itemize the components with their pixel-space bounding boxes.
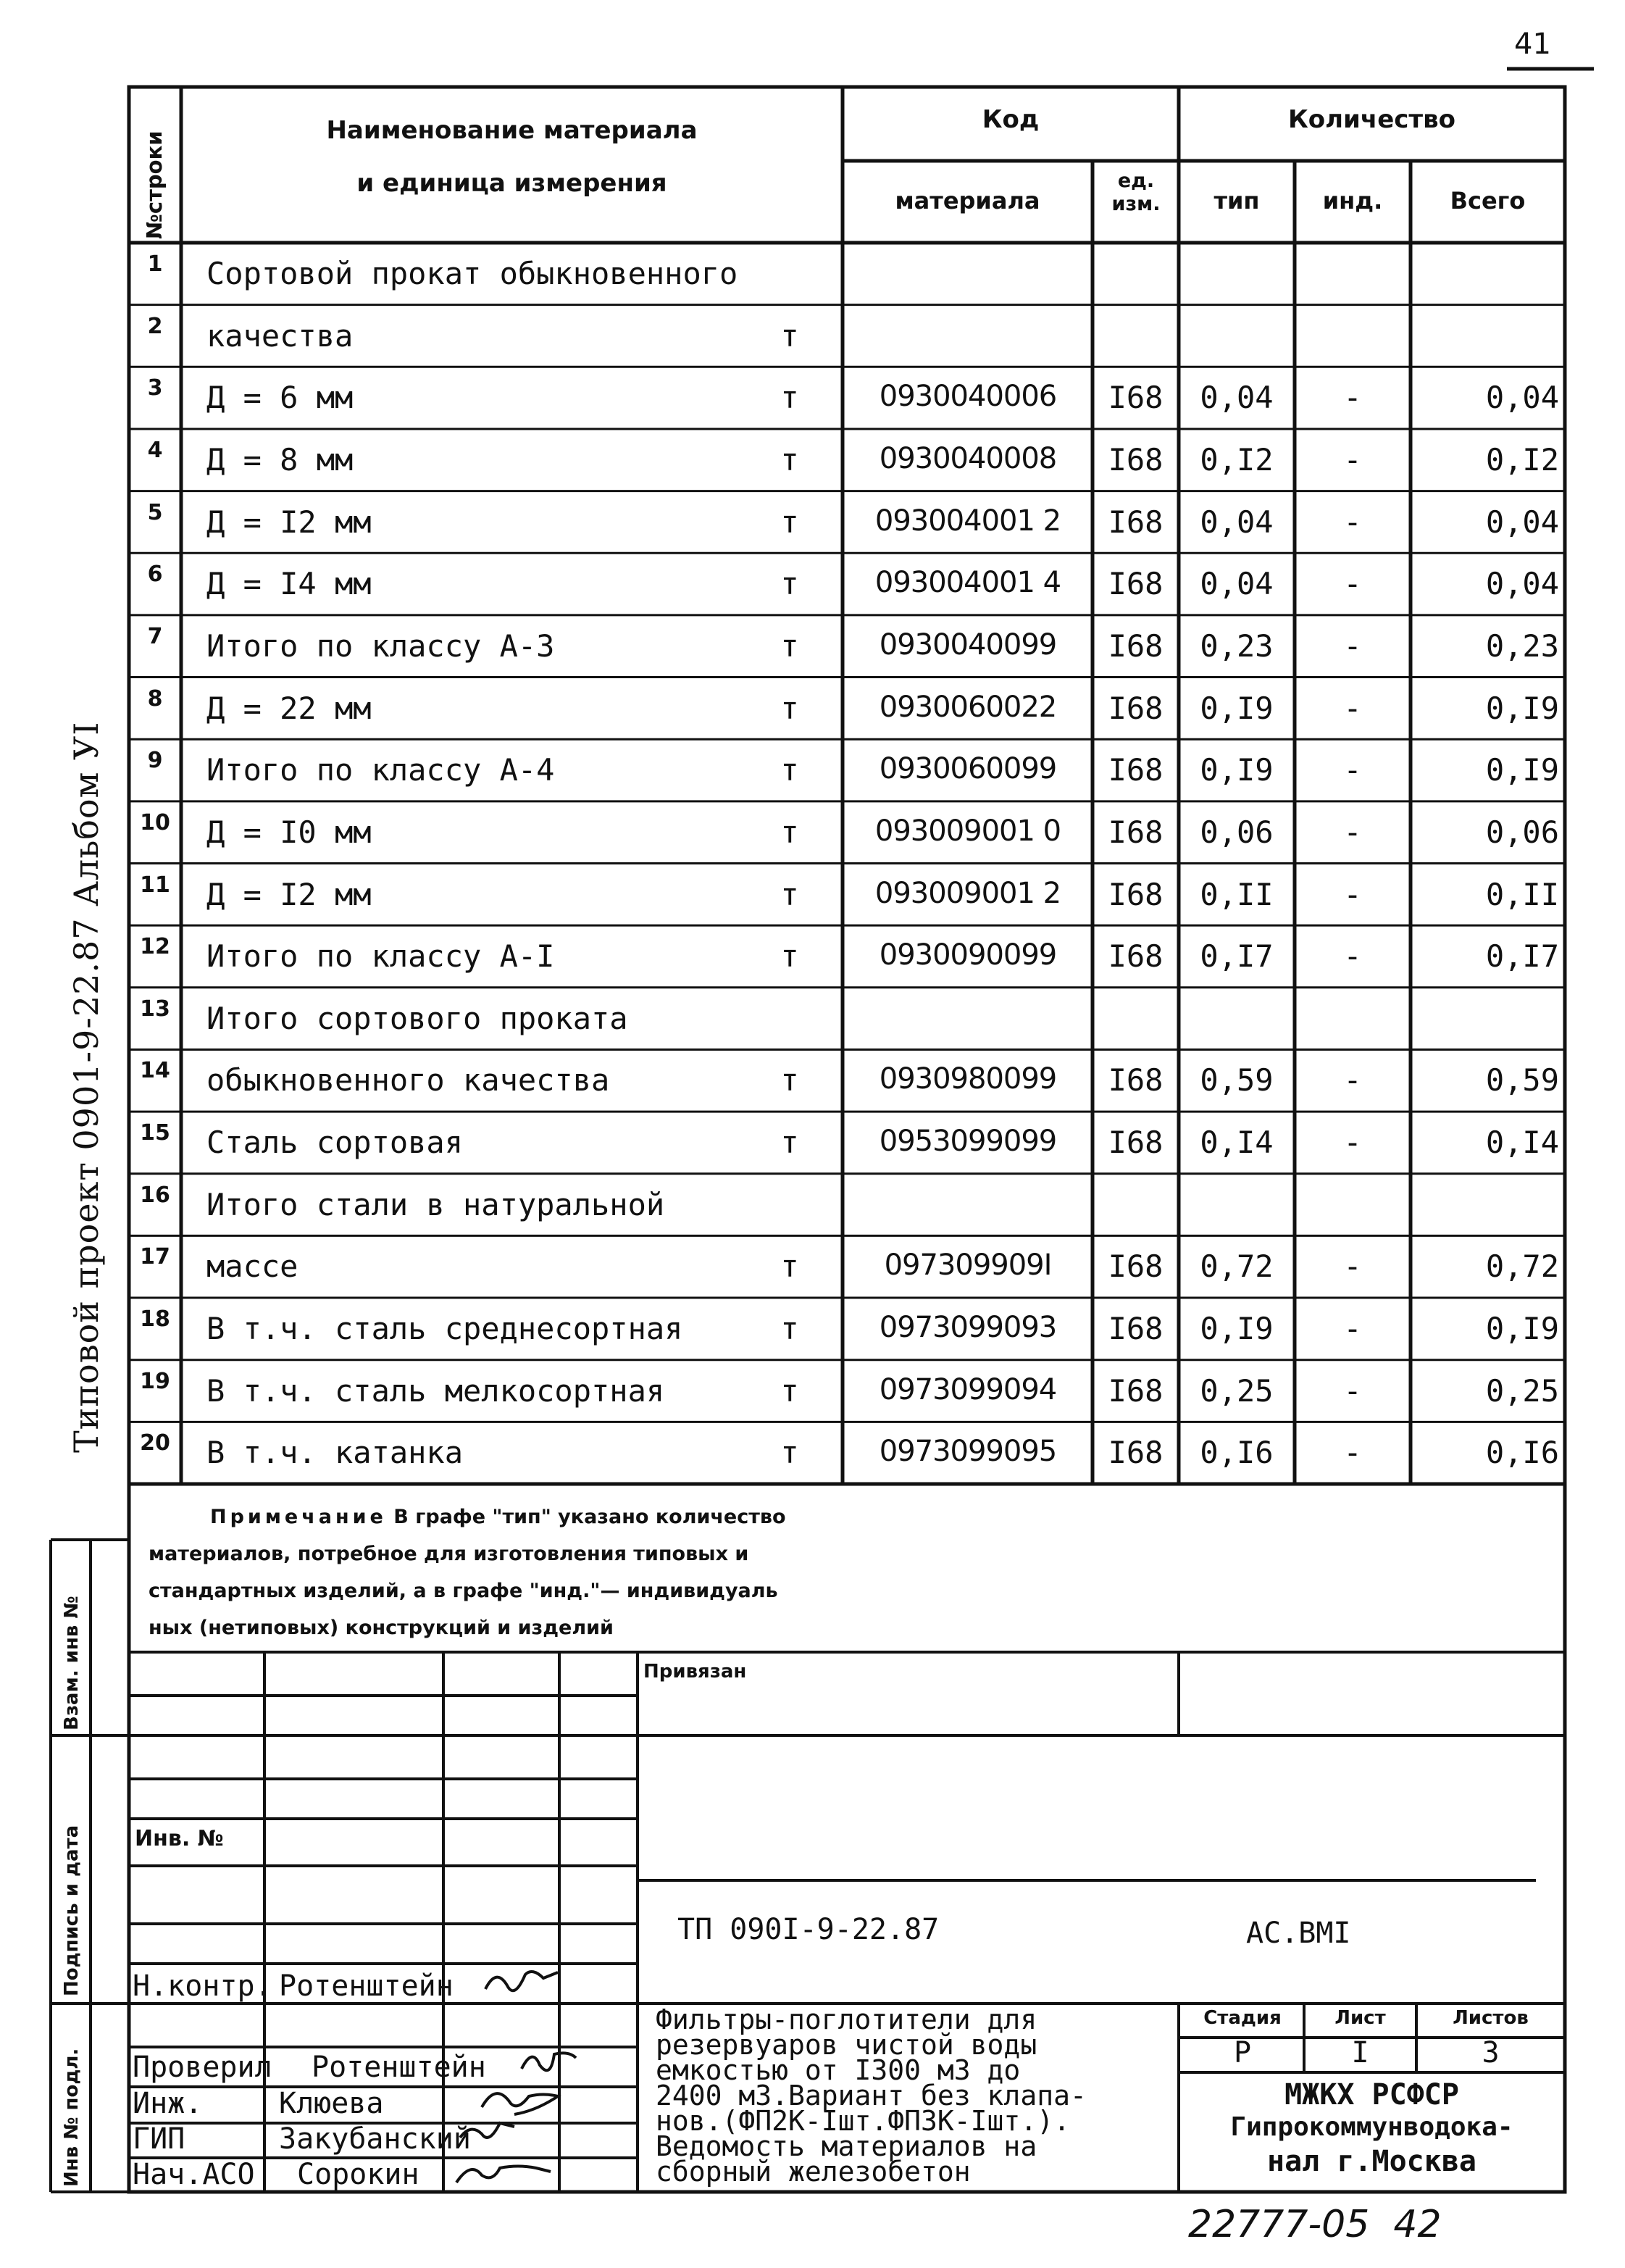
cell-tip: 0,I9 xyxy=(1200,752,1274,788)
sheets-value: 3 xyxy=(1482,2036,1500,2069)
cell-ind: - xyxy=(1343,938,1362,975)
cell-total: 0,I2 xyxy=(1485,441,1559,478)
qty-ind-header: инд. xyxy=(1322,187,1383,214)
sheets-header: Листов xyxy=(1453,2007,1529,2029)
note-line2: материалов, потребное для изготовления типовых и xyxy=(149,1543,749,1565)
cell-name: Итого стали в натуральной xyxy=(206,1186,665,1222)
inzh-name: Клюева xyxy=(279,2087,384,2120)
cell-code: 093004001 2 xyxy=(874,504,1061,538)
cell-unit: т xyxy=(780,690,799,726)
cell-name: Д = 22 мм xyxy=(206,690,372,726)
cell-tip: 0,04 xyxy=(1200,380,1274,416)
cell-ed: I68 xyxy=(1108,566,1164,602)
cell-total: 0,I9 xyxy=(1485,1311,1559,1347)
cell-total: 0,04 xyxy=(1485,504,1559,540)
cell-ed: I68 xyxy=(1108,1435,1164,1471)
cell-ed: I68 xyxy=(1108,814,1164,850)
cell-code: 0930060022 xyxy=(879,690,1057,724)
cell-name: Итого сортового проката xyxy=(206,1000,628,1036)
cell-unit: т xyxy=(780,441,799,478)
cell-unit: т xyxy=(780,1062,799,1098)
cell-ed: I68 xyxy=(1108,380,1164,416)
cell-total: 0,I4 xyxy=(1485,1125,1559,1161)
row-number: 17 xyxy=(140,1244,170,1270)
stage-value: Р xyxy=(1233,2036,1252,2069)
cell-ind: - xyxy=(1343,1311,1362,1347)
cell-tip: 0,04 xyxy=(1200,504,1274,540)
cell-code: 0930040008 xyxy=(879,441,1057,475)
cell-ind: - xyxy=(1343,628,1362,664)
cell-code: 097309909I xyxy=(884,1248,1052,1283)
cell-tip: 0,23 xyxy=(1200,628,1274,664)
proveril-role: Проверил xyxy=(133,2051,272,2084)
code-material-header: материала xyxy=(895,187,1040,214)
row-number: 7 xyxy=(147,623,163,649)
row-number: 16 xyxy=(140,1182,170,1208)
cell-tip: 0,I6 xyxy=(1200,1435,1274,1471)
cell-ind: - xyxy=(1343,876,1362,912)
row-number: 14 xyxy=(140,1058,170,1084)
note-line4: ных (нетиповых) конструкций и изделий xyxy=(149,1617,614,1639)
cell-unit: т xyxy=(780,1311,799,1347)
cell-tip: 0,I4 xyxy=(1200,1125,1274,1161)
cell-unit: т xyxy=(780,317,799,354)
title-line: емкостью от I300 м3 до xyxy=(656,2054,1021,2086)
cell-total: 0,06 xyxy=(1485,814,1559,850)
row-number: 5 xyxy=(147,499,163,525)
row-number: 18 xyxy=(140,1306,170,1333)
cell-code: 0930060099 xyxy=(879,752,1057,786)
cell-unit: т xyxy=(780,1125,799,1161)
cell-ind: - xyxy=(1343,566,1362,602)
cell-ind: - xyxy=(1343,1435,1362,1471)
note-label: Примечание xyxy=(210,1506,387,1528)
cell-ed: I68 xyxy=(1108,690,1164,726)
organization-ministry: МЖКХ РСФСР xyxy=(1284,2078,1459,2111)
row-number: 1 xyxy=(147,251,163,277)
cell-code: 0973099093 xyxy=(879,1311,1057,1345)
row-number: 6 xyxy=(147,562,163,588)
cell-unit: т xyxy=(780,814,799,850)
row-number: 20 xyxy=(140,1430,170,1456)
cell-unit: т xyxy=(780,876,799,912)
cell-ed: I68 xyxy=(1108,504,1164,540)
cell-name: В т.ч. катанка xyxy=(206,1435,464,1471)
cell-code: 093009001 0 xyxy=(874,814,1061,848)
cell-unit: т xyxy=(780,380,799,416)
cell-ind: - xyxy=(1343,690,1362,726)
note-line3: стандартных изделий, а в графе "инд."— индивидуаль xyxy=(149,1580,778,1602)
row-number-header: №строки xyxy=(142,130,167,239)
side-label-podpis: Подпись и дата xyxy=(61,1825,83,1996)
proveril-name: Ротенштейн xyxy=(312,2051,486,2084)
page-number: 41 xyxy=(1514,28,1551,61)
cell-unit: т xyxy=(780,566,799,602)
row-number: 4 xyxy=(147,437,163,463)
cell-name: Итого по классу А-4 xyxy=(206,752,555,788)
cell-tip: 0,04 xyxy=(1200,566,1274,602)
cell-ind: - xyxy=(1343,752,1362,788)
side-label-vzam: Взам. инв № xyxy=(61,1596,83,1730)
cell-ind: - xyxy=(1343,1062,1362,1098)
cell-name: Д = I2 мм xyxy=(206,876,372,912)
cell-total: 0,25 xyxy=(1485,1372,1559,1409)
title-line: 2400 м3.Вариант без клапа- xyxy=(656,2080,1087,2111)
row-number: 11 xyxy=(140,872,170,898)
cell-name: В т.ч. сталь мелкосортная xyxy=(206,1372,665,1409)
inzh-role: Инж. xyxy=(133,2087,203,2120)
cell-ind: - xyxy=(1343,1125,1362,1161)
cell-tip: 0,I2 xyxy=(1200,441,1274,478)
nach-role: Нач.АСО xyxy=(133,2158,255,2191)
cell-name: Д = 6 мм xyxy=(206,380,354,416)
cell-ed: I68 xyxy=(1108,441,1164,478)
cell-ind: - xyxy=(1343,441,1362,478)
cell-code: 0973099094 xyxy=(879,1372,1057,1406)
cell-name: В т.ч. сталь среднесортная xyxy=(206,1311,683,1347)
row-number: 15 xyxy=(140,1120,170,1146)
cell-code: 0930980099 xyxy=(879,1062,1057,1096)
cell-code: 0973099095 xyxy=(879,1435,1057,1469)
cell-code: 093009001 2 xyxy=(874,876,1061,910)
cell-ed: I68 xyxy=(1108,752,1164,788)
cell-unit: т xyxy=(780,1372,799,1409)
title-line: резервуаров чистой воды xyxy=(656,2029,1037,2061)
cell-ed: I68 xyxy=(1108,1062,1164,1098)
cell-unit: т xyxy=(780,938,799,975)
cell-total: 0,04 xyxy=(1485,566,1559,602)
document-designation: ТП 090I-9-22.87 xyxy=(677,1913,940,1946)
row-number: 19 xyxy=(140,1368,170,1394)
cell-name: Д = 8 мм xyxy=(206,441,354,478)
row-number: 3 xyxy=(147,375,163,401)
cell-tip: 0,II xyxy=(1200,876,1274,912)
archive-number: 22777-05 42 xyxy=(1188,2203,1442,2246)
cell-name: обыкновенного качества xyxy=(206,1062,610,1098)
spine-text: Типовой проект 0901-9-22.87 Альбом УI xyxy=(67,721,106,1453)
cell-total: 0,I9 xyxy=(1485,690,1559,726)
quantity-header: Количество xyxy=(1287,105,1455,134)
row-number: 10 xyxy=(140,809,170,835)
nach-name: Сорокин xyxy=(297,2158,419,2191)
cell-tip: 0,72 xyxy=(1200,1248,1274,1285)
code-header: Код xyxy=(982,105,1040,134)
title-line: сборный железобетон xyxy=(656,2156,971,2188)
gip-role: ГИП xyxy=(133,2122,185,2156)
qty-type-header: тип xyxy=(1213,187,1260,214)
inv-number-label: Инв. № xyxy=(135,1826,224,1851)
cell-unit: т xyxy=(780,1435,799,1471)
nkontr-role: Н.контр. xyxy=(133,1969,272,2003)
material-name-header: Наименование материала xyxy=(326,116,698,145)
cell-ed: I68 xyxy=(1108,876,1164,912)
title-line: Ведомость материалов на xyxy=(656,2130,1037,2162)
cell-tip: 0,I9 xyxy=(1200,690,1274,726)
row-number: 2 xyxy=(147,313,163,339)
cell-total: 0,I7 xyxy=(1485,938,1559,975)
cell-name: массе xyxy=(206,1248,298,1285)
cell-total: 0,72 xyxy=(1485,1248,1559,1285)
cell-total: 0,23 xyxy=(1485,628,1559,664)
cell-ed: I68 xyxy=(1108,938,1164,975)
cell-name: Сортовой прокат обыкновенного xyxy=(206,256,738,291)
row-number: 12 xyxy=(140,934,170,960)
cell-name: Сталь сортовая xyxy=(206,1125,464,1161)
title-line: Фильтры-поглотители для xyxy=(656,2004,1037,2035)
cell-name: Д = I4 мм xyxy=(206,566,372,602)
cell-tip: 0,59 xyxy=(1200,1062,1274,1098)
cell-ed: I68 xyxy=(1108,1372,1164,1409)
sheet-code: АС.ВМI xyxy=(1246,1917,1351,1950)
sheet-header: Лист xyxy=(1334,2007,1386,2029)
cell-code: 0930090099 xyxy=(879,938,1057,972)
gip-name: Закубанский xyxy=(279,2122,471,2156)
cell-tip: 0,I9 xyxy=(1200,1311,1274,1347)
cell-ind: - xyxy=(1343,380,1362,416)
cell-ind: - xyxy=(1343,1248,1362,1285)
side-label-inv-podl: Инв № подл. xyxy=(61,2048,83,2187)
row-number: 9 xyxy=(147,748,163,774)
cell-name: Д = I2 мм xyxy=(206,504,372,540)
sheet-value: I xyxy=(1351,2036,1369,2069)
cell-ed: I68 xyxy=(1108,1125,1164,1161)
nkontr-name: Ротенштейн xyxy=(279,1969,454,2003)
cell-unit: т xyxy=(780,1248,799,1285)
stage-header: Стадия xyxy=(1203,2007,1282,2029)
cell-total: 0,I9 xyxy=(1485,752,1559,788)
privyazan-label: Привязан xyxy=(643,1661,747,1683)
cell-code: 0953099099 xyxy=(879,1125,1057,1159)
cell-name: Итого по классу А-I xyxy=(206,938,555,975)
cell-code: 0930040006 xyxy=(879,380,1057,414)
cell-ind: - xyxy=(1343,814,1362,850)
note-line1: В графе "тип" указано количество xyxy=(386,1506,786,1528)
cell-ind: - xyxy=(1343,504,1362,540)
cell-ed: I68 xyxy=(1108,1248,1164,1285)
cell-total: 0,59 xyxy=(1485,1062,1559,1098)
note xyxy=(149,1498,1561,1646)
cell-ed: I68 xyxy=(1108,628,1164,664)
material-unit-header: и единица измерения xyxy=(356,169,667,198)
cell-name: качества xyxy=(206,317,354,354)
qty-total-header: Всего xyxy=(1450,187,1526,214)
cell-total: 0,04 xyxy=(1485,380,1559,416)
cell-total: 0,II xyxy=(1485,876,1559,912)
organization-name: Гипрокоммунводока- xyxy=(1230,2112,1513,2142)
cell-tip: 0,25 xyxy=(1200,1372,1274,1409)
cell-total: 0,I6 xyxy=(1485,1435,1559,1471)
cell-name: Итого по классу А-3 xyxy=(206,628,555,664)
cell-unit: т xyxy=(780,504,799,540)
document-title xyxy=(656,2004,1087,2188)
row-number: 8 xyxy=(147,685,163,712)
code-unit-header: ед. изм. xyxy=(1111,170,1161,215)
title-line: нов.(ФП2К-Iшт.ФП3К-Iшт.). xyxy=(656,2105,1070,2137)
organization-city: нал г.Москва xyxy=(1267,2145,1476,2178)
cell-unit: т xyxy=(780,752,799,788)
cell-code: 093004001 4 xyxy=(874,566,1061,600)
cell-unit: т xyxy=(780,628,799,664)
cell-name: Д = I0 мм xyxy=(206,814,372,850)
cell-ed: I68 xyxy=(1108,1311,1164,1347)
cell-code: 0930040099 xyxy=(879,628,1057,662)
cell-ind: - xyxy=(1343,1372,1362,1409)
row-number: 13 xyxy=(140,996,170,1022)
cell-tip: 0,I7 xyxy=(1200,938,1274,975)
cell-tip: 0,06 xyxy=(1200,814,1274,850)
